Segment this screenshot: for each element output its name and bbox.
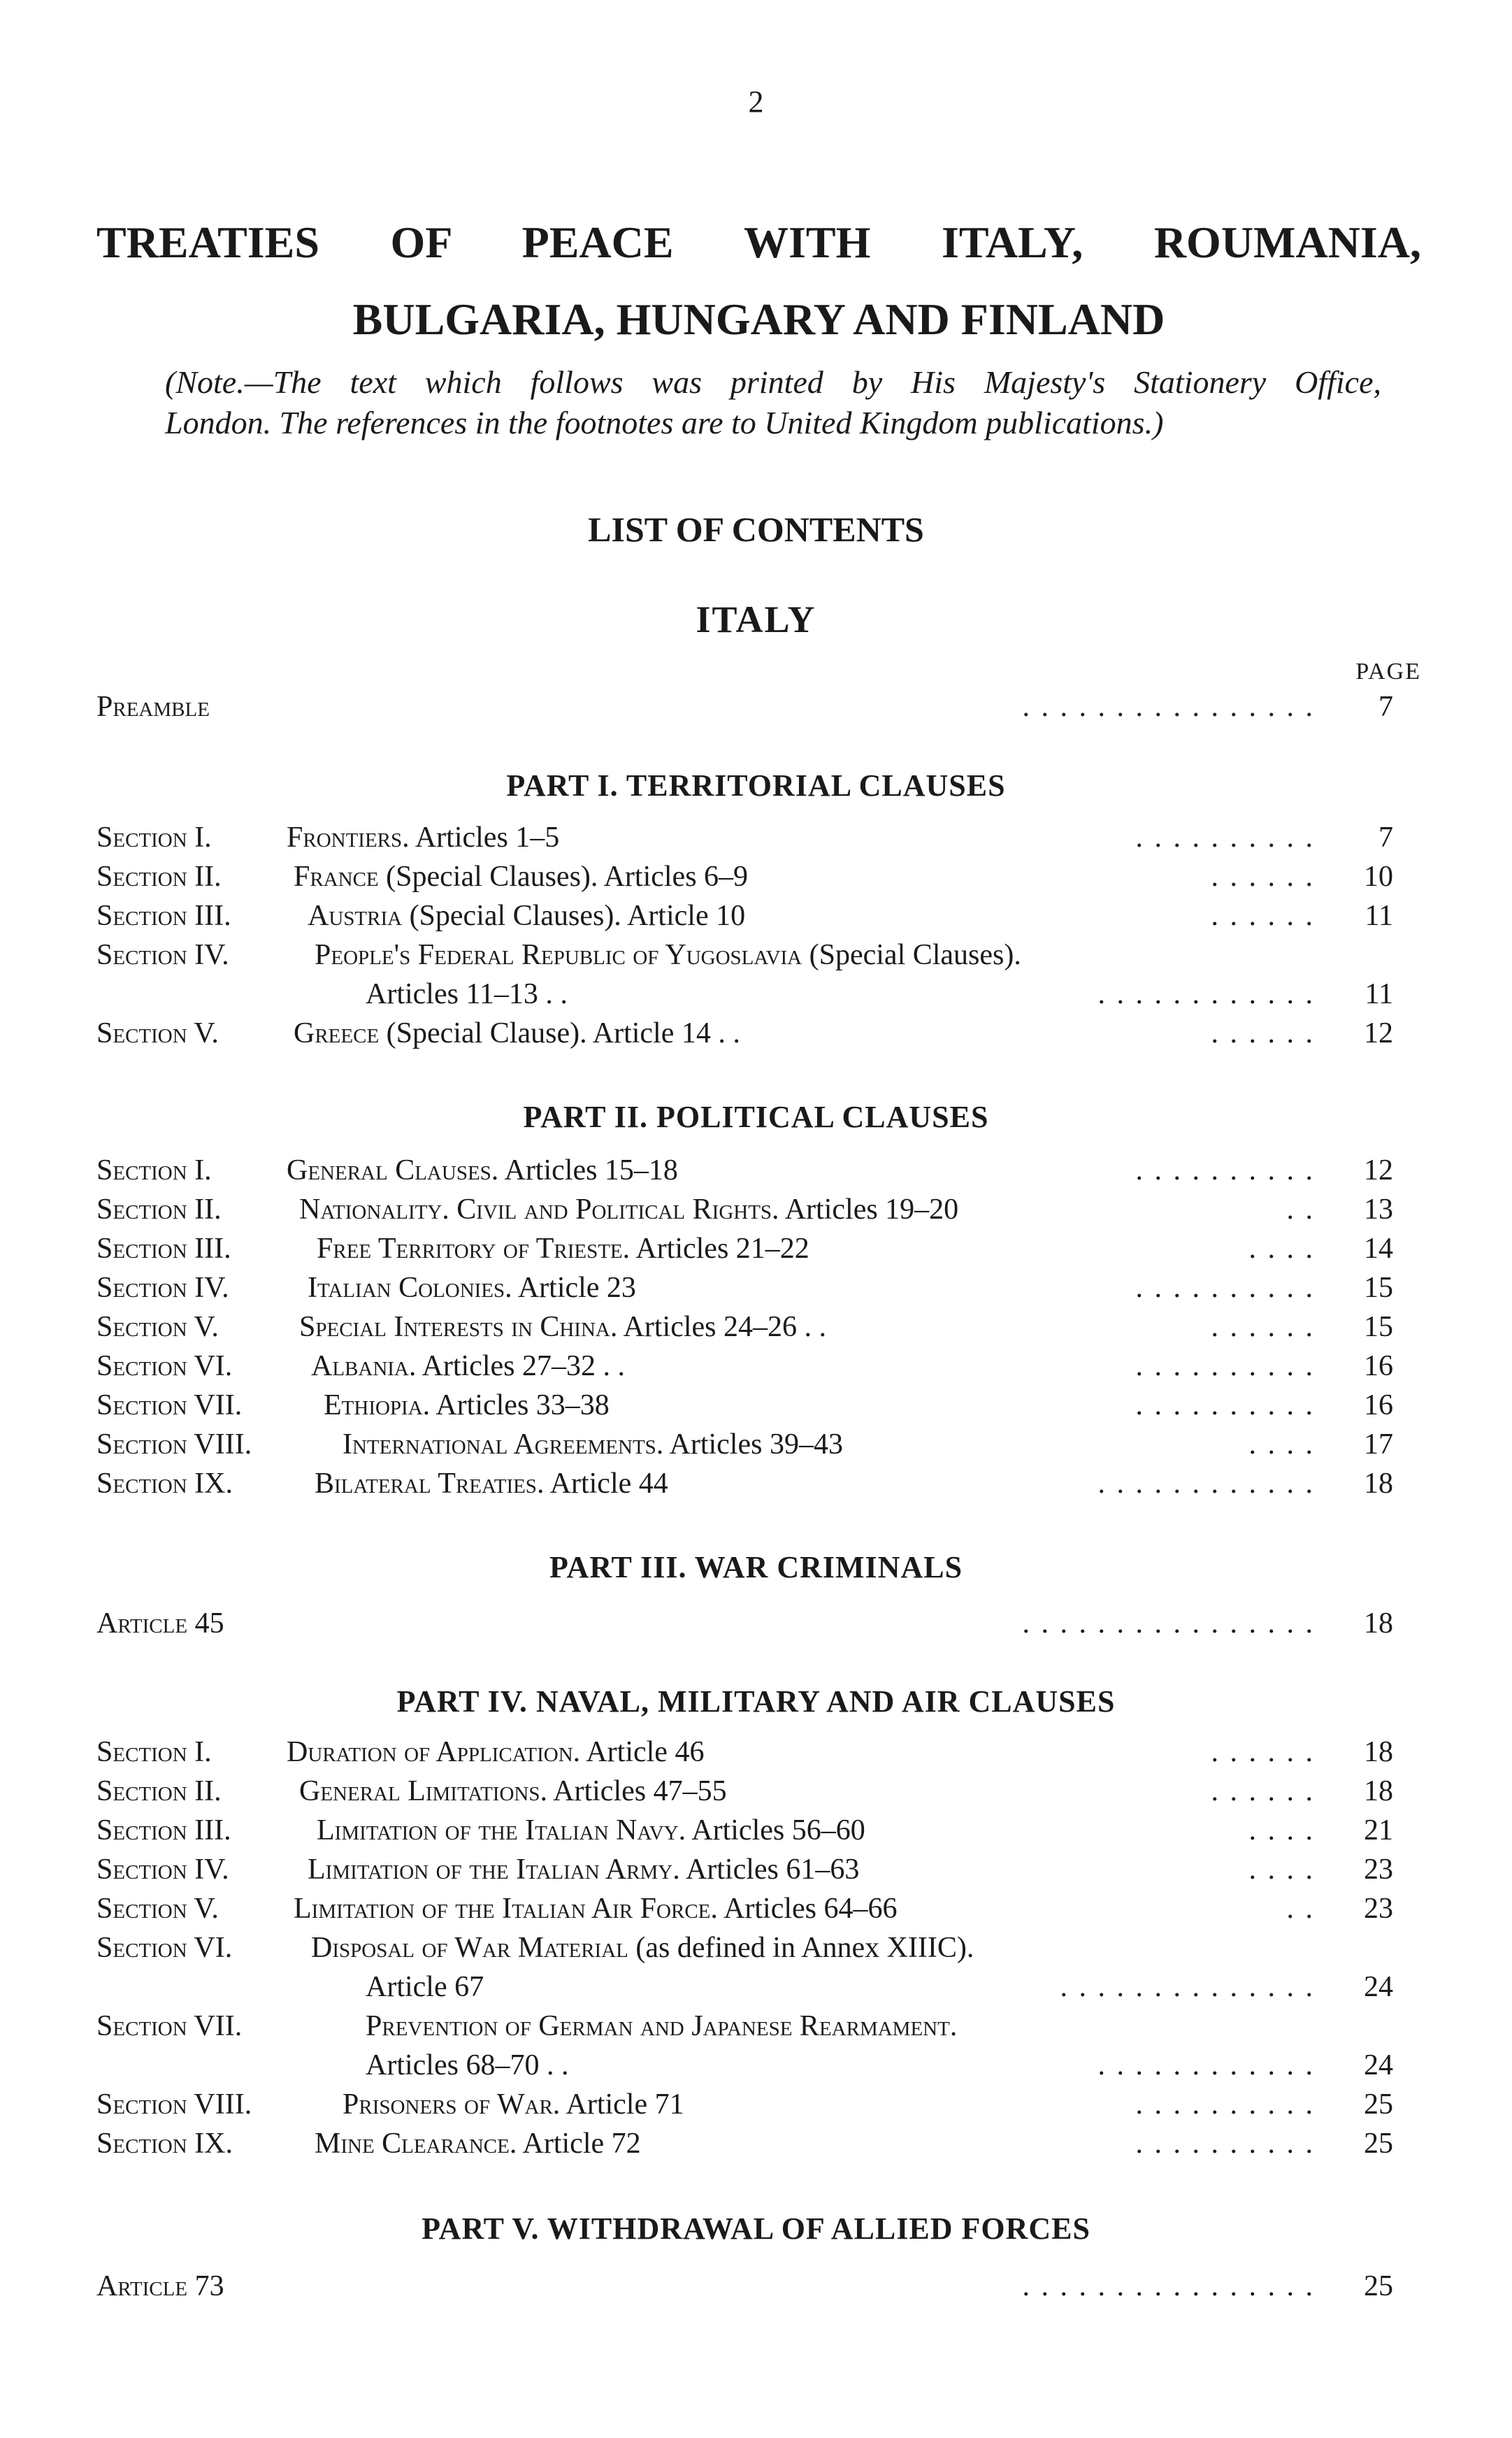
toc-entry-page: 12 <box>1364 1017 1393 1049</box>
toc-entry-label: Section IX. <box>96 1468 233 1500</box>
toc-entry <box>96 1465 1393 1502</box>
leader-dots: . . . . . . . . . . <box>1135 2128 1315 2160</box>
toc-entry-name: Limitation of the Italian Navy. <box>317 1814 686 1847</box>
toc-entry-label: Section VIII. <box>96 1428 252 1461</box>
note-line-2: London. The references in the footnotes are to United Kingdom publications.) <box>165 405 1164 440</box>
leader-dots: . . . . . . . . . . <box>1135 1272 1315 1304</box>
toc-entry-page: 11 <box>1365 978 1393 1010</box>
toc-entry-continuation <box>96 976 1393 1012</box>
leader-dots: . . . . . . . . . . <box>1135 822 1315 854</box>
toc-entry-articles: Article 23 <box>517 1272 636 1304</box>
toc-entry-page: 12 <box>1364 1154 1393 1186</box>
toc-entry-page: 7 <box>1378 691 1393 723</box>
toc-entry-name: Mine Clearance. <box>315 2128 517 2160</box>
toc-entry-name: Disposal of War Material <box>311 1932 628 1964</box>
toc-entry <box>96 2086 1393 2123</box>
toc-entry <box>96 819 1393 856</box>
toc-entry-articles: Articles 33–38 <box>435 1389 610 1421</box>
leader-dots: . . . . <box>1248 1814 1315 1847</box>
leader-dots: . . . . . . . . . . . . <box>1097 2049 1315 2081</box>
toc-entry <box>96 898 1393 934</box>
toc-entry-name: Bilateral Treaties. <box>315 1468 545 1500</box>
toc-entry-label: Section VI. <box>96 1350 233 1382</box>
toc-entry-articles: (Special Clauses). <box>809 939 1021 971</box>
toc-entry <box>96 1773 1393 1809</box>
main-title-line-2: BULGARIA, HUNGARY AND FINLAND <box>352 294 1165 344</box>
toc-entry-articles: Articles 68–70 . . <box>366 2049 569 2081</box>
toc-entry <box>96 1270 1393 1306</box>
toc-entry-articles: Articles 61–63 <box>685 1853 860 1886</box>
toc-entry-page: 14 <box>1364 1233 1393 1265</box>
toc-entry-articles: (Special Clause). Article 14 . . <box>386 1017 740 1049</box>
toc-entry <box>96 1387 1393 1424</box>
leader-dots: . . . . . . <box>1211 1311 1315 1343</box>
leader-dots: . . <box>1286 1193 1315 1226</box>
toc-entry-page: 15 <box>1364 1311 1393 1343</box>
part-heading: PART II. POLITICAL CLAUSES <box>523 1100 989 1134</box>
toc-entry-page: 16 <box>1364 1389 1393 1421</box>
toc-entry-label: Section V. <box>96 1893 219 1925</box>
toc-entry <box>96 937 1393 973</box>
toc-entry <box>96 1348 1393 1384</box>
toc-entry-articles: Articles 21–22 <box>635 1233 809 1265</box>
toc-entry-label: Section V. <box>96 1311 219 1343</box>
toc-entry-page: 18 <box>1364 1775 1393 1807</box>
toc-entry-articles: Articles 56–60 <box>691 1814 865 1847</box>
toc-entry-articles: (Special Clauses). Article 10 <box>409 900 746 932</box>
toc-entry-name: General Limitations. <box>299 1775 547 1807</box>
toc-entry-name: Ethiopia. <box>324 1389 431 1421</box>
toc-entry <box>96 1930 1393 1966</box>
toc-entry-articles: Articles 27–32 . . <box>422 1350 626 1382</box>
toc-entry-label: Section III. <box>96 1814 231 1847</box>
toc-entry-name: Frontiers. <box>287 822 410 854</box>
toc-entry-label: Section I. <box>96 1736 212 1768</box>
leader-dots: . . . . . . <box>1211 1736 1315 1768</box>
toc-entry-page: 24 <box>1364 1971 1393 2003</box>
toc-entry-page: 25 <box>1364 2088 1393 2121</box>
toc-entry-articles: Articles 24–26 . . <box>623 1311 826 1343</box>
toc-entry-name: Limitation of the Italian Air Force. <box>294 1893 718 1925</box>
toc-entry <box>96 1309 1393 1345</box>
toc-title: LIST OF CONTENTS <box>588 510 924 549</box>
toc-entry-label: Section VIII. <box>96 2088 252 2121</box>
toc-entry <box>96 2125 1393 2162</box>
toc-entry-page: 11 <box>1365 900 1393 932</box>
toc-entry-page: 16 <box>1364 1350 1393 1382</box>
toc-entry-page: 25 <box>1364 2270 1393 2302</box>
toc-entry-articles: Article 46 <box>586 1736 705 1768</box>
toc-entry <box>96 859 1393 895</box>
toc-entry-label: Article 45 <box>96 1607 224 1640</box>
toc-entry-label: Section IX. <box>96 2128 233 2160</box>
leader-dots: . . . . . . . . . . <box>1135 2088 1315 2121</box>
toc-entry-label: Article 73 <box>96 2270 224 2302</box>
toc-entry-name: Albania. <box>311 1350 417 1382</box>
toc-entry-articles: Article 44 <box>549 1468 668 1500</box>
leader-dots: . . . . . . . . . . <box>1135 1350 1315 1382</box>
toc-entry-articles: Article 71 <box>566 2088 684 2121</box>
toc-entry-name: France <box>294 861 379 893</box>
toc-entry-articles: Articles 1–5 <box>415 822 560 854</box>
toc-entry-page: 23 <box>1364 1853 1393 1886</box>
toc-entry-continuation <box>96 1969 1393 2005</box>
toc-entry-name: Special Interests in China. <box>299 1311 618 1343</box>
toc-entry-articles: Articles 11–13 . . <box>366 978 568 1010</box>
toc-entry-label: Section I. <box>96 1154 212 1186</box>
toc-entry-page: 25 <box>1364 2128 1393 2160</box>
leader-dots: . . . . . . . . . . . . . . . . <box>1022 1607 1315 1640</box>
toc-entry-name: Prevention of German and Japanese Rearmament. <box>366 2010 958 2042</box>
toc-entry-name: Free Territory of Trieste. <box>317 1233 631 1265</box>
toc-entry-page: 7 <box>1378 822 1393 854</box>
toc-entry <box>96 1891 1393 1927</box>
toc-entry-articles: Articles 39–43 <box>669 1428 843 1461</box>
toc-entry-articles: Articles 47–55 <box>553 1775 727 1807</box>
toc-entry-label: Section VII. <box>96 2010 243 2042</box>
toc-entry-page: 15 <box>1364 1272 1393 1304</box>
toc-entry-label: Section III. <box>96 1233 231 1265</box>
toc-entry-name: Italian Colonies. <box>308 1272 512 1304</box>
main-title-line-1: TREATIES OF PEACE WITH ITALY, ROUMANIA, <box>96 217 1421 267</box>
toc-entry-page: 10 <box>1364 861 1393 893</box>
toc-entry-articles: Articles 15–18 <box>504 1154 678 1186</box>
toc-entry-articles: Article 67 <box>366 1971 484 2003</box>
toc-entry-label: Section III. <box>96 900 231 932</box>
leader-dots: . . . . . . . . . . . . <box>1097 1468 1315 1500</box>
leader-dots: . . . . . . . . . . . . . . . . <box>1022 2270 1315 2302</box>
toc-entry <box>96 1191 1393 1228</box>
leader-dots: . . . . <box>1248 1853 1315 1886</box>
leader-dots: . . . . . . . . . . <box>1135 1154 1315 1186</box>
toc-entry-name: General Clauses. <box>287 1154 499 1186</box>
leader-dots: . . . . . . <box>1211 1017 1315 1049</box>
toc-entry-name: Limitation of the Italian Army. <box>308 1853 680 1886</box>
toc-entry-name: Prisoners of War. <box>343 2088 561 2121</box>
toc-entry <box>96 1152 1393 1189</box>
toc-entry-page: 18 <box>1364 1468 1393 1500</box>
leader-dots: . . . . . . <box>1211 861 1315 893</box>
toc-entry-articles: Articles 19–20 <box>784 1193 959 1226</box>
toc-entry-articles: (as defined in Annex XIIIC). <box>635 1932 974 1964</box>
part-heading: PART V. WITHDRAWAL OF ALLIED FORCES <box>422 2211 1090 2246</box>
leader-dots: . . . . . . <box>1211 900 1315 932</box>
leader-dots: . . <box>1286 1893 1315 1925</box>
toc-entry-name: International Agreements. <box>343 1428 664 1461</box>
toc-entry-name: Austria <box>308 900 403 932</box>
toc-entry-label: Section II. <box>96 1193 222 1226</box>
page-number: 2 <box>748 85 764 119</box>
part-heading: PART III. WAR CRIMINALS <box>549 1550 963 1584</box>
toc-entry-articles: Articles 64–66 <box>723 1893 898 1925</box>
toc-entry-label: Section I. <box>96 822 212 854</box>
toc-entry-label: Section IV. <box>96 939 229 971</box>
toc-entry-name: Nationality. Civil and Political Rights. <box>299 1193 779 1226</box>
toc-entry <box>96 1426 1393 1463</box>
part-heading: PART IV. NAVAL, MILITARY AND AIR CLAUSES <box>396 1684 1116 1719</box>
leader-dots: . . . . . . . . . . . . . . . . <box>1022 691 1315 723</box>
toc-entry <box>96 1851 1393 1888</box>
toc-entry <box>96 2008 1393 2044</box>
note-line-1: (Note.—The text which follows was printed by His Majesty's Stationery Office, <box>165 364 1381 400</box>
toc-entry-preamble <box>96 689 1393 725</box>
toc-entry-page: 23 <box>1364 1893 1393 1925</box>
leader-dots: . . . . <box>1248 1233 1315 1265</box>
toc-entry-label: Section VII. <box>96 1389 243 1421</box>
main-title <box>96 204 1421 358</box>
leader-dots: . . . . <box>1248 1428 1315 1461</box>
editorial-note <box>165 362 1381 443</box>
toc-entry-page: 13 <box>1364 1193 1393 1226</box>
toc-entry-label: Section V. <box>96 1017 219 1049</box>
toc-entry-articles: (Special Clauses). Articles 6–9 <box>386 861 749 893</box>
toc-entry-page: 18 <box>1364 1736 1393 1768</box>
toc-entry-page: 21 <box>1364 1814 1393 1847</box>
toc-entry <box>96 1015 1393 1052</box>
country-heading: ITALY <box>696 598 816 640</box>
toc-entry-name: Greece <box>294 1017 380 1049</box>
toc-entry-page: 24 <box>1364 2049 1393 2081</box>
toc-entry-page: 17 <box>1364 1428 1393 1461</box>
toc-entry-label: Section II. <box>96 1775 222 1807</box>
leader-dots: . . . . . . . . . . . . <box>1097 978 1315 1010</box>
leader-dots: . . . . . . . . . . <box>1135 1389 1315 1421</box>
page-column-header: PAGE <box>1355 659 1421 684</box>
toc-entry-label: Section IV. <box>96 1853 229 1886</box>
toc-entry-page: 18 <box>1364 1607 1393 1640</box>
leader-dots: . . . . . . . . . . . . . . <box>1060 1971 1315 2003</box>
toc-entry-label: Section II. <box>96 861 222 893</box>
toc-entry-label: Preamble <box>96 691 210 723</box>
toc-entry <box>96 1734 1393 1770</box>
part-heading: PART I. TERRITORIAL CLAUSES <box>506 768 1006 803</box>
leader-dots: . . . . . . <box>1211 1775 1315 1807</box>
toc-entry-continuation <box>96 2047 1393 2084</box>
toc-entry <box>96 2268 1393 2304</box>
toc-entry-articles: Article 72 <box>522 2128 641 2160</box>
toc-entry-label: Section IV. <box>96 1272 229 1304</box>
toc-entry <box>96 1605 1393 1642</box>
toc-entry-name: Duration of Application. <box>287 1736 581 1768</box>
toc-entry <box>96 1812 1393 1849</box>
toc-entry-label: Section VI. <box>96 1932 233 1964</box>
toc-entry-name: People's Federal Republic of Yugoslavia <box>315 939 802 971</box>
toc-entry <box>96 1231 1393 1267</box>
